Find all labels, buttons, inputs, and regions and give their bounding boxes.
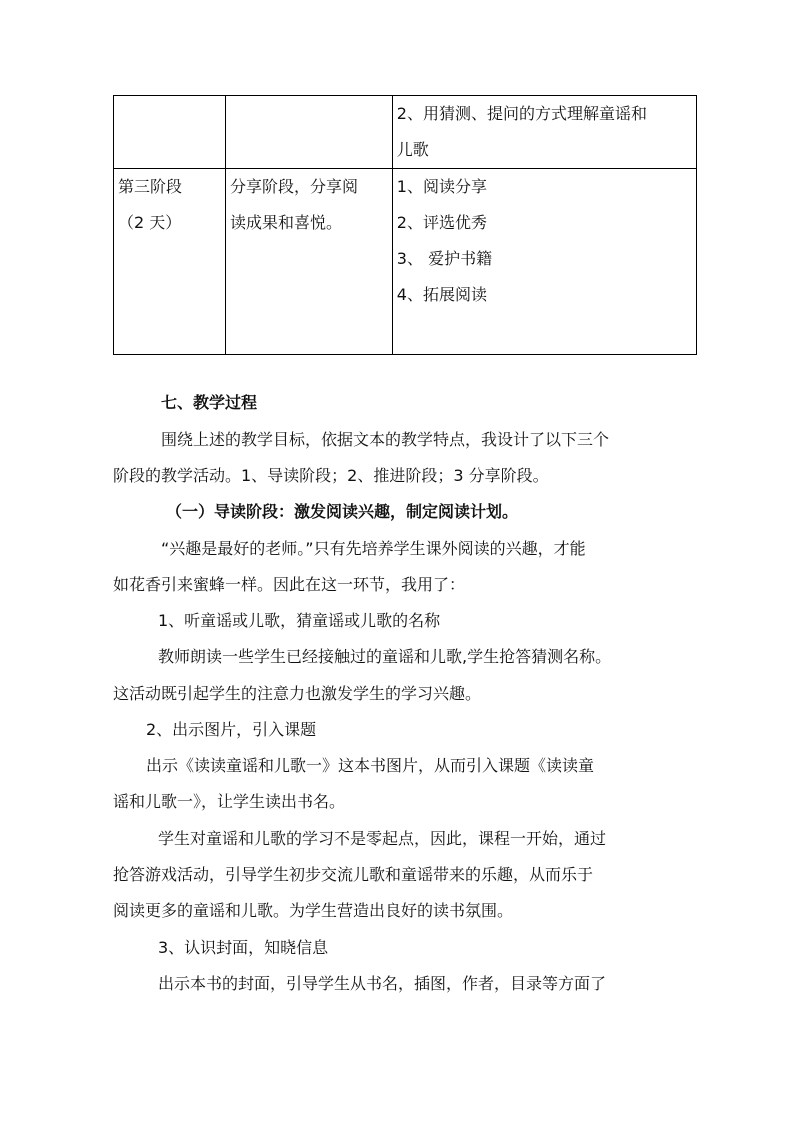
section-heading: 七、教学过程: [161, 393, 258, 412]
intro-line: 围绕上述的教学目标，依据文本的教学特点，我设计了以下三个: [161, 430, 610, 449]
stage-duration: （2 天）: [118, 213, 182, 232]
table-row: [114, 96, 697, 169]
quote-line: 如花香引来蜜蜂一样。因此在这一环节，我用了：: [113, 575, 466, 594]
quote-line: “兴趣是最好的老师。”只有先培养学生课外阅读的兴趣，才能: [161, 539, 586, 558]
description-line: 分享阶段，分享阅: [229, 177, 358, 196]
table-row: [114, 169, 697, 355]
stage-cell: [114, 169, 226, 355]
activity-line: 4、拓展阅读: [396, 285, 487, 304]
description-cell: [225, 169, 392, 355]
paragraph-line: 抢答游戏活动，引导学生初步交流儿歌和童谣带来的乐趣，从而乐于: [113, 865, 594, 884]
description-cell: [225, 96, 392, 169]
stage-cell: [114, 96, 226, 169]
paragraph-line: 这活动既引起学生的注意力也激发学生的学习兴趣。: [113, 684, 482, 703]
intro-line: 阶段的教学活动。1、导读阶段；2、推进阶段；3 分享阶段。: [113, 466, 549, 485]
activity-line: 3、 爱护书籍: [396, 249, 493, 268]
paragraph-line: 阅读更多的童谣和儿歌。为学生营造出良好的读书氛围。: [113, 901, 514, 920]
activities-cell: [392, 96, 696, 169]
item-title: 1、听童谣或儿歌，猜童谣或儿歌的名称: [158, 611, 441, 630]
paragraph-line: 谣和儿歌一》，让学生读出书名。: [113, 792, 346, 811]
paragraph-line: 学生对童谣和儿歌的学习不是零起点，因此，课程一开始，通过: [158, 829, 607, 848]
item-title: 2、出示图片，引入课题: [146, 720, 317, 739]
description-line: 读成果和喜悦。: [229, 213, 342, 232]
subsection-heading: （一）导读阶段：激发阅读兴趣，制定阅读计划。: [166, 502, 519, 521]
stage-table: [113, 95, 697, 355]
item-title: 3、认识封面，知晓信息: [158, 938, 329, 957]
activities-cell: [392, 169, 696, 355]
activity-line: 2、用猜测、提问的方式理解童谣和: [396, 104, 647, 123]
activity-line: 2、评选优秀: [396, 213, 487, 232]
paragraph-line: 教师朗读一些学生已经接触过的童谣和儿歌,学生抢答猜测名称。: [158, 647, 612, 666]
paragraph-line: 出示《读读童谣和儿歌一》这本书图片，从而引入课题《读读童: [146, 756, 595, 775]
stage-name: 第三阶段: [118, 177, 183, 196]
activity-line: 1、阅读分享: [396, 177, 487, 196]
activity-line: 儿歌: [396, 140, 429, 159]
paragraph-line: 出示本书的封面，引导学生从书名，插图，作者，目录等方面了: [158, 974, 607, 993]
